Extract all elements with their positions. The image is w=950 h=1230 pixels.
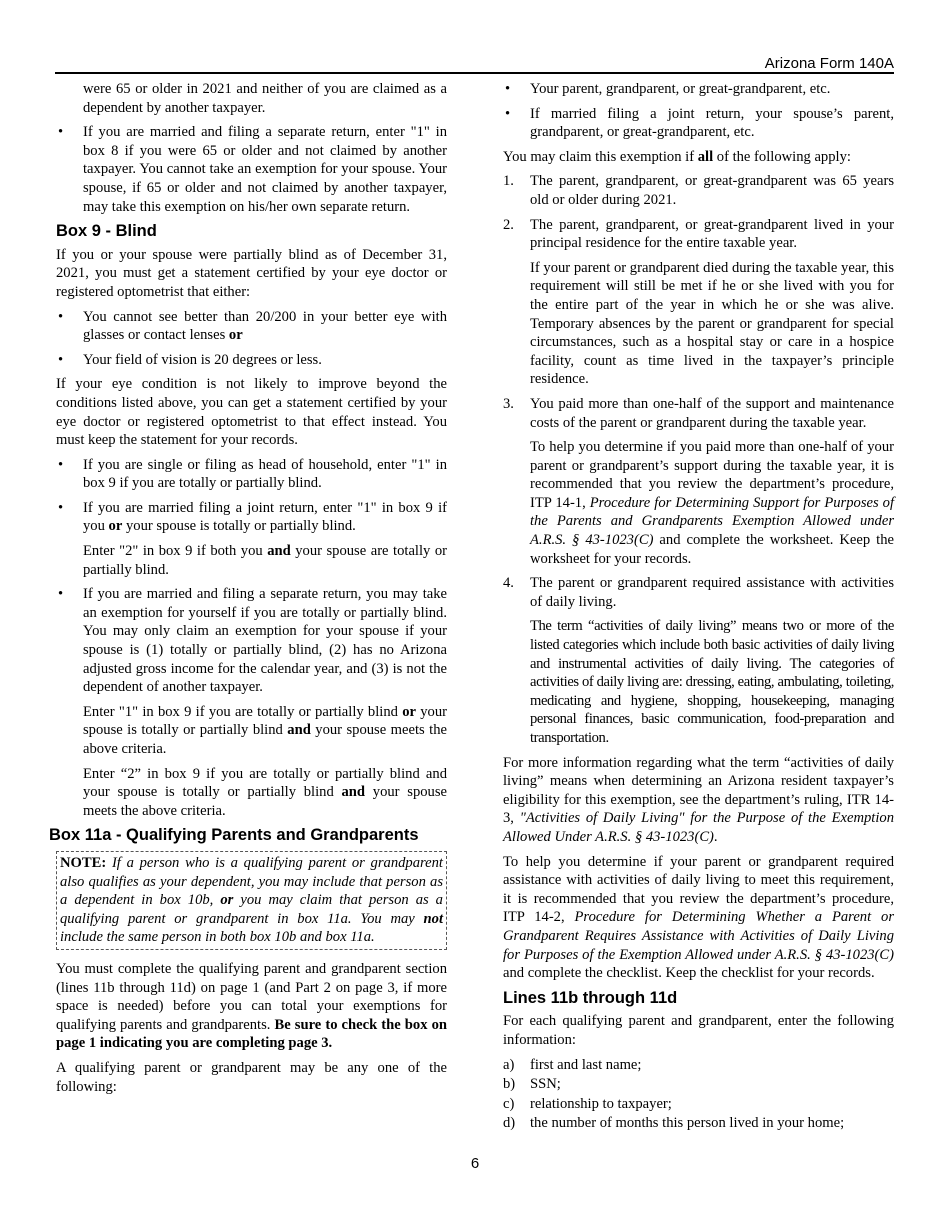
condition-3: 3. You paid more than one-half of the support and maintenance costs of the parent or grandparent during the taxable year. (503, 395, 894, 431)
bullet-separate-return: • If you are married and filing a separate return, enter "1" in box 8 if you were 65 or older and not claimed by another taxpayer. You cannot take an exemption for your spouse. Your spouse, if 65 or older and not claimed by another taxpayer, may take this exemption on his/her own separate return. (56, 123, 447, 216)
box11a-paragraph-qualifying: A qualifying parent or grandparent may be any one of the following: (56, 1059, 447, 1095)
box9-bullet-single: • If you are single or filing as head of household, enter "1" in box 9 if you are totally or partially blind. (56, 456, 447, 493)
lines-11b-11d-heading: Lines 11b through 11d (503, 988, 678, 1007)
box9-heading: Box 9 - Blind (56, 222, 157, 241)
list-item: b) SSN; (503, 1076, 561, 1093)
box9-bullet-separate: • If you are married and filing a separate return, you may take an exemption for yourself if you are totally or partially blind. You may only claim an exemption for your spouse if your spouse is (1) totally or partially blind, (2) has no Arizona adjusted gross income for the calendar year, and (3) is not the dependent of another taxpayer. (56, 585, 447, 697)
condition-4: 4. The parent or grandparent required assistance with activities of daily living. (503, 575, 894, 610)
box9-bullet-vision: • You cannot see better than 20/200 in your better eye with glasses or contact lenses or (56, 308, 447, 345)
box9-intro: If you or your spouse were partially blind as of December 31, 2021, you must get a statement certified by your eye doctor or registered optometrist that either: (56, 246, 447, 300)
help-determine: To help you determine if your parent or grandparent required assistance with activities of daily living to meet this requirement, it is recommended that you review the department’s procedure, ITP 14-2, Procedure for Determining Whether a Parent or Grandparent Requires Assistance with Activities of Daily Living for Purposes of the Exemption Allowed under A.R.S. § 43-1023(C) and complete the checklist. Keep the checklist for your records. (503, 853, 895, 982)
box11a-paragraph-complete: You must complete the qualifying parent and grandparent section (lines 11b through 11d) on page 1 (and Part 2 on page 3, if more space is needed) before you can total your exemptions for qualifying parents and grandparents. Be sure to check the box on page 1 indicating you are completing page 3. (56, 960, 447, 1052)
condition-2-detail: If your parent or grandparent died during the taxable year, this requirement will still be met if he or she lived with you for the entire part of the year in which he or she was alive. Temporary absences by the parent or grandparent for special circumstances, such as a hospital stay or care in a hospice facility, count as time lived in the taxpayer’s principle residence. (530, 259, 894, 388)
box9-bullet-joint: • If you are married filing a joint return, enter "1" in box 9 if you or your spouse is totally or partially blind. (56, 499, 447, 536)
bullet-spouse-parent: • If married filing a joint return, your spouse’s parent, grandparent, or great-grandparent, etc. (503, 105, 894, 142)
right-column (503, 80, 894, 1134)
left-column (49, 80, 448, 1102)
lines-intro: For each qualifying parent and grandparent, enter the following information: (503, 1013, 894, 1048)
note-box: NOTE: If a person who is a qualifying parent or grandparent also qualifies as your dependent, you may include that person as a dependent in box 10b, or you may claim that person as a qualifying parent or grandparent in box 11a. You may not include the same person in both box 10b and box 11a. (56, 851, 447, 950)
box9-enter-2-joint: Enter "2" in box 9 if both you and your spouse are totally or partially blind. (83, 543, 448, 578)
box11a-heading: Box 11a - Qualifying Parents and Grandparents (49, 826, 419, 845)
header-rule (55, 72, 894, 74)
claim-conditions-intro: You may claim this exemption if all of the following apply: (503, 148, 851, 165)
list-item: a) first and last name; (503, 1056, 642, 1073)
list-item: d) the number of months this person lived in your home; (503, 1115, 845, 1132)
page-number: 6 (470, 1155, 480, 1172)
bullet-parent: • Your parent, grandparent, or great-grandparent, etc. (503, 80, 894, 99)
paragraph-continued: were 65 or older in 2021 and neither of you are claimed as a dependent by another taxpayer. (83, 81, 447, 116)
box9-enter-1-separate: Enter "1" in box 9 if you are totally or partially blind or your spouse is totally or partially blind and your spouse meets the above criteria. (83, 703, 447, 757)
box9-enter-2-separate: Enter “2” in box 9 if you are totally or partially blind and your spouse is totally or partially blind and your spouse meets the above criteria. (83, 765, 447, 819)
condition-2: 2. The parent, grandparent, or great-grandparent lived in your principal residence for the entire taxable year. (503, 216, 894, 252)
box9-paragraph-condition: If your eye condition is not likely to improve beyond the conditions listed above, you can get a statement certified by your eye doctor or registered optometrist to that effect instead. You must keep the statement for your records. (56, 376, 447, 449)
condition-3-detail: To help you determine if you paid more than one-half of your parent or grandparent’s support during the taxable year, it is recommended that you review the department’s procedure, ITP 14-1, Procedure for Determining Support for Purposes of the Parents and Grandparents Exemption Allowed under A.R.S. § 43-1023(C) and complete the worksheet. Keep the worksheet for your records. (530, 439, 895, 567)
condition-4-detail: The term “activities of daily living” means two or more of the listed categories which include both basic activities of daily living and instrumental activities of daily living. The categories of activities of daily living are: dressing, eating, ambulating, toileting, medicating and hygiene, shopping, housekeeping, managing personal finances, basic communication, food-preparation and transportation. (530, 618, 894, 746)
info-list (503, 1056, 894, 1133)
more-information: For more information regarding what the term “activities of daily living” means when determining an Arizona resident taxpayer’s eligibility for this exemption, see the department’s ruling, ITR 14-3, "Activities of Daily Living" for the Purpose of the Exemption Allowed Under A.R.S. § 43-1023(C). (503, 754, 894, 845)
condition-1: 1. The parent, grandparent, or great-grandparent was 65 years old or older during 2021. (503, 173, 894, 208)
box9-bullet-field: • Your field of vision is 20 degrees or less. (56, 351, 447, 370)
list-item: c) relationship to taxpayer; (503, 1095, 672, 1112)
form-title: Arizona Form 140A (764, 55, 894, 72)
